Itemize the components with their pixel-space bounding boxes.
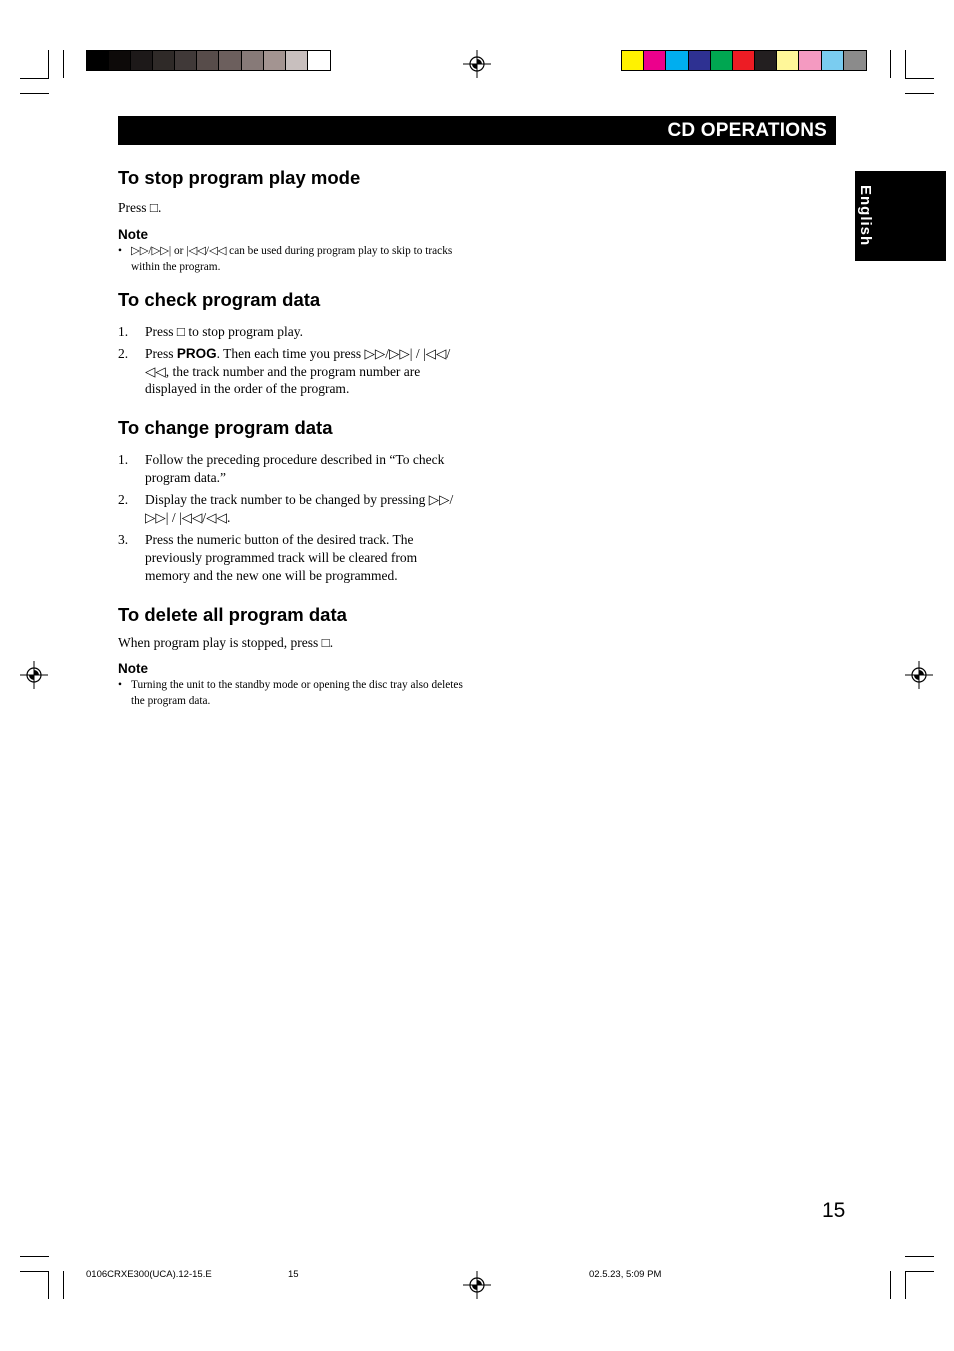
- page-number: 15: [822, 1199, 846, 1222]
- language-tab-label: English: [857, 185, 874, 247]
- list-item: [118, 531, 463, 584]
- crop-mark: [890, 50, 891, 78]
- section-stop-program: [118, 166, 463, 275]
- color-swatch: [197, 51, 219, 70]
- footer-file-name: 0106CRXE300(UCA).12-15.E: [86, 1269, 212, 1280]
- section-heading: To change program data: [118, 417, 333, 439]
- color-swatch: [666, 51, 688, 70]
- color-swatch: [286, 51, 308, 70]
- footer-page: 15: [288, 1269, 299, 1280]
- step-text: Press: [145, 345, 177, 361]
- section-title: CD OPERATIONS: [667, 119, 827, 141]
- note-text: Turning the unit to the standby mode or opening the disc tray also deletes the program data.: [131, 679, 463, 708]
- section-header-bar: [118, 116, 836, 145]
- color-swatch: [109, 51, 131, 70]
- note-text: ▷▷/▷▷| or |◁◁/◁◁ can be used during program play to skip to tracks within the program.: [131, 244, 453, 273]
- step-text: Display the track number to be changed by pressing ▷▷/▷▷| / |◁◁/◁◁.: [145, 492, 454, 526]
- section-heading: To check program data: [118, 288, 321, 310]
- color-swatch: [689, 51, 711, 70]
- steps-list: [118, 323, 463, 399]
- registration-mark-icon: [463, 50, 491, 78]
- section-heading: To delete all program data: [118, 603, 347, 625]
- body-text: When program play is stopped, press □.: [118, 634, 334, 650]
- color-swatch: [242, 51, 264, 70]
- crop-mark: [20, 1256, 49, 1257]
- step-number: 1.: [118, 323, 129, 339]
- crop-mark: [905, 93, 934, 94]
- step-text: Press the numeric button of the desired track. The previously programmed track will be cleared from memory and the new one will be programmed.: [145, 532, 418, 583]
- color-calibration-bar: [621, 50, 867, 71]
- section-change-program: [118, 416, 463, 585]
- crop-mark: [905, 1271, 934, 1272]
- body-text: Press □.: [118, 200, 162, 215]
- note-heading: Note: [118, 661, 148, 677]
- crop-mark: [905, 1271, 906, 1299]
- note-item: [118, 243, 463, 275]
- step-text: Press □ to stop program play.: [145, 323, 304, 339]
- registration-mark-icon: [905, 661, 933, 689]
- section-heading: To stop program play mode: [118, 167, 361, 188]
- color-swatch: [622, 51, 644, 70]
- step-text: . Then each time you press ▷▷/▷▷| / |◁◁/◁◁, the track number and the program number are displayed in the order of the program.: [145, 345, 451, 397]
- prog-button-label: PROG: [176, 345, 217, 361]
- language-tab: [855, 171, 946, 261]
- crop-mark: [20, 93, 49, 94]
- crop-mark: [905, 1256, 934, 1257]
- bullet: •: [118, 244, 122, 257]
- list-item: [118, 323, 463, 341]
- crop-mark: [48, 50, 49, 78]
- footer-timestamp: 02.5.23, 5:09 PM: [589, 1269, 662, 1280]
- note-heading: Note: [118, 226, 148, 242]
- color-swatch: [799, 51, 821, 70]
- color-swatch: [87, 51, 109, 70]
- crop-mark: [905, 78, 934, 79]
- color-swatch: [755, 51, 777, 70]
- step-number: 1.: [118, 452, 129, 468]
- step-number: 2.: [118, 345, 129, 361]
- color-swatch: [777, 51, 799, 70]
- color-swatch: [175, 51, 197, 70]
- color-swatch: [644, 51, 666, 70]
- list-item: [118, 451, 463, 487]
- color-swatch: [844, 51, 866, 70]
- crop-mark: [48, 1271, 49, 1299]
- color-swatch: [308, 51, 330, 70]
- crop-mark: [905, 50, 906, 78]
- list-item: [118, 491, 463, 527]
- crop-mark: [20, 1271, 49, 1272]
- registration-mark-icon: [463, 1271, 491, 1299]
- steps-list: [118, 451, 463, 585]
- main-content: [118, 166, 463, 709]
- bullet: •: [118, 679, 122, 692]
- crop-mark: [890, 1271, 891, 1299]
- step-text: Follow the preceding procedure described in “To check program data.”: [145, 452, 445, 485]
- list-item: [118, 345, 463, 398]
- color-swatch: [733, 51, 755, 70]
- registration-mark-icon: [20, 661, 48, 689]
- section-delete-program: [118, 603, 463, 710]
- crop-mark: [63, 1271, 64, 1299]
- note-item: [118, 677, 463, 709]
- color-swatch: [711, 51, 733, 70]
- crop-mark: [63, 50, 64, 78]
- grayscale-calibration-bar: [86, 50, 331, 71]
- section-check-program: [118, 288, 463, 399]
- step-number: 3.: [118, 532, 129, 548]
- crop-mark: [20, 78, 49, 79]
- color-swatch: [219, 51, 241, 70]
- step-number: 2.: [118, 492, 129, 508]
- color-swatch: [822, 51, 844, 70]
- color-swatch: [153, 51, 175, 70]
- color-swatch: [264, 51, 286, 70]
- color-swatch: [131, 51, 153, 70]
